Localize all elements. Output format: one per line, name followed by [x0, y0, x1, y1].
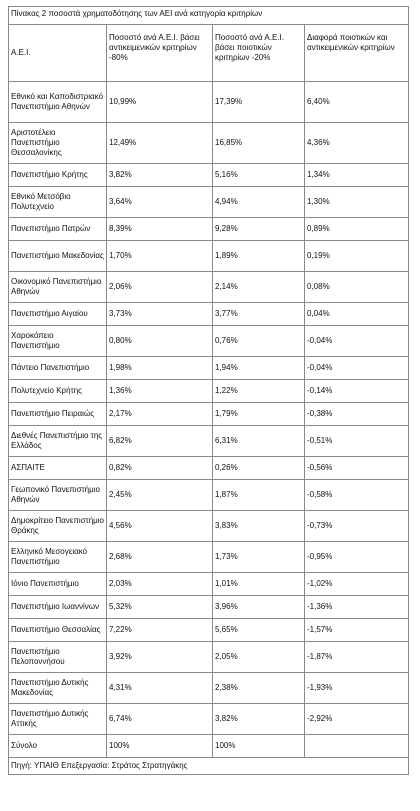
objective-cell: 8,39%: [107, 218, 213, 241]
quality-cell: 3,82%: [213, 704, 305, 735]
difference-cell: -0,95%: [305, 542, 409, 573]
objective-cell: 4,56%: [107, 511, 213, 542]
table-caption: Πίνακας 2 ποσοστά χρηματοδότησης των ΑΕΙ ανά κατηγορία κριτηρίων: [9, 7, 409, 25]
institution-cell: Πανεπιστήμιο Μακεδονίας: [9, 241, 107, 272]
quality-cell: 3,96%: [213, 596, 305, 619]
difference-cell: 1,34%: [305, 164, 409, 187]
objective-cell: 3,82%: [107, 164, 213, 187]
header-row: [9, 25, 409, 82]
table-row: [9, 542, 409, 573]
header-institution: Α.Ε.Ι.: [9, 25, 107, 82]
total-row: [9, 735, 409, 758]
difference-cell: 4,36%: [305, 123, 409, 164]
objective-cell: 2,45%: [107, 480, 213, 511]
institution-cell: Πανεπιστήμιο Δυτικής Μακεδονίας: [9, 673, 107, 704]
difference-cell: -1,57%: [305, 619, 409, 642]
document: [8, 6, 408, 775]
table-row: [9, 82, 409, 123]
difference-cell: -0,04%: [305, 357, 409, 380]
table-row: [9, 187, 409, 218]
table-row: [9, 357, 409, 380]
table-row: [9, 573, 409, 596]
institution-cell: Εθνικό Μετσόβιο Πολυτεχνείο: [9, 187, 107, 218]
table-row: [9, 272, 409, 303]
objective-cell: 10,99%: [107, 82, 213, 123]
difference-cell: -0,04%: [305, 326, 409, 357]
quality-cell: 1,22%: [213, 380, 305, 403]
quality-cell: 1,87%: [213, 480, 305, 511]
institution-cell: Ιόνιο Πανεπιστήμιο: [9, 573, 107, 596]
table-row: [9, 642, 409, 673]
table-row: [9, 303, 409, 326]
institution-cell: Πανεπιστήμιο Πελοποννήσου: [9, 642, 107, 673]
quality-cell: 5,16%: [213, 164, 305, 187]
difference-cell: -0,14%: [305, 380, 409, 403]
quality-cell: 1,89%: [213, 241, 305, 272]
institution-cell: Πανεπιστήμιο Αιγαίου: [9, 303, 107, 326]
difference-cell: -0,51%: [305, 426, 409, 457]
total-quality: 100%: [213, 735, 305, 758]
header-quality-criteria: Ποσοστό ανά Α.Ε.Ι. βάσει ποιοτικών κριτηρίων -20%: [213, 25, 305, 82]
institution-cell: Διεθνές Πανεπιστήμιο της Ελλάδος: [9, 426, 107, 457]
total-label: Σύνολο: [9, 735, 107, 758]
source-row: [9, 758, 409, 775]
quality-cell: 6,31%: [213, 426, 305, 457]
quality-cell: 2,14%: [213, 272, 305, 303]
institution-cell: Δημοκρίτειο Πανεπιστήμιο Θράκης: [9, 511, 107, 542]
table-row: [9, 123, 409, 164]
institution-cell: Αριστοτέλειο Πανεπιστήμιο Θεσσαλονίκης: [9, 123, 107, 164]
quality-cell: 2,05%: [213, 642, 305, 673]
table-row: [9, 511, 409, 542]
difference-cell: 6,40%: [305, 82, 409, 123]
objective-cell: 1,70%: [107, 241, 213, 272]
table-row: [9, 164, 409, 187]
quality-cell: 0,76%: [213, 326, 305, 357]
difference-cell: 0,08%: [305, 272, 409, 303]
institution-cell: Ελληνικό Μεσογειακό Πανεπιστήμιο: [9, 542, 107, 573]
institution-cell: Πανεπιστήμιο Πειραιώς: [9, 403, 107, 426]
quality-cell: 1,94%: [213, 357, 305, 380]
difference-cell: 1,30%: [305, 187, 409, 218]
difference-cell: -0,38%: [305, 403, 409, 426]
quality-cell: 17,39%: [213, 82, 305, 123]
quality-cell: 0,26%: [213, 457, 305, 480]
quality-cell: 2,38%: [213, 673, 305, 704]
table-row: [9, 596, 409, 619]
header-difference: Διαφορά ποιοτικών και αντικειμενικών κριτηρίων: [305, 25, 409, 82]
difference-cell: 0,89%: [305, 218, 409, 241]
institution-cell: Πάντειο Πανεπιστήμιο: [9, 357, 107, 380]
table-row: [9, 403, 409, 426]
table-row: [9, 326, 409, 357]
difference-cell: -2,92%: [305, 704, 409, 735]
difference-cell: 0,04%: [305, 303, 409, 326]
objective-cell: 2,03%: [107, 573, 213, 596]
table-row: [9, 704, 409, 735]
institution-cell: Πανεπιστήμιο Ιωαννίνων: [9, 596, 107, 619]
quality-cell: 9,28%: [213, 218, 305, 241]
institution-cell: Οικονομικό Πανεπιστήμιο Αθηνών: [9, 272, 107, 303]
difference-cell: -0,56%: [305, 457, 409, 480]
objective-cell: 6,74%: [107, 704, 213, 735]
difference-cell: -0,73%: [305, 511, 409, 542]
table-row: [9, 218, 409, 241]
objective-cell: 2,17%: [107, 403, 213, 426]
table-row: [9, 457, 409, 480]
objective-cell: 3,92%: [107, 642, 213, 673]
difference-cell: -1,02%: [305, 573, 409, 596]
objective-cell: 0,82%: [107, 457, 213, 480]
objective-cell: 3,73%: [107, 303, 213, 326]
funding-table: [8, 6, 409, 775]
table-row: [9, 673, 409, 704]
institution-cell: Χαροκόπειο Πανεπιστήμιο: [9, 326, 107, 357]
institution-cell: Πανεπιστήμιο Δυτικής Αττικής: [9, 704, 107, 735]
objective-cell: 3,64%: [107, 187, 213, 218]
institution-cell: ΑΣΠΑΙΤΕ: [9, 457, 107, 480]
quality-cell: 16,85%: [213, 123, 305, 164]
quality-cell: 1,79%: [213, 403, 305, 426]
difference-cell: -1,36%: [305, 596, 409, 619]
table-row: [9, 619, 409, 642]
table-source: Πηγή: ΥΠΑΙΘ Επεξεργασία: Στράτος Στρατηγάκης: [9, 758, 409, 775]
table-row: [9, 380, 409, 403]
objective-cell: 0,80%: [107, 326, 213, 357]
total-objective: 100%: [107, 735, 213, 758]
objective-cell: 2,68%: [107, 542, 213, 573]
quality-cell: 5,65%: [213, 619, 305, 642]
table-row: [9, 480, 409, 511]
institution-cell: Πανεπιστήμιο Θεσσαλίας: [9, 619, 107, 642]
quality-cell: 4,94%: [213, 187, 305, 218]
institution-cell: Πανεπιστήμιο Κρήτης: [9, 164, 107, 187]
institution-cell: Πανεπιστήμιο Πατρών: [9, 218, 107, 241]
objective-cell: 6,82%: [107, 426, 213, 457]
objective-cell: 4,31%: [107, 673, 213, 704]
objective-cell: 1,98%: [107, 357, 213, 380]
institution-cell: Πολυτεχνείο Κρήτης: [9, 380, 107, 403]
objective-cell: 2,06%: [107, 272, 213, 303]
institution-cell: Γεωπονικό Πανεπιστήμιο Αθηνών: [9, 480, 107, 511]
quality-cell: 1,73%: [213, 542, 305, 573]
objective-cell: 1,36%: [107, 380, 213, 403]
quality-cell: 3,77%: [213, 303, 305, 326]
table-row: [9, 241, 409, 272]
objective-cell: 5,32%: [107, 596, 213, 619]
difference-cell: 0,19%: [305, 241, 409, 272]
caption-row: [9, 7, 409, 25]
quality-cell: 1,01%: [213, 573, 305, 596]
objective-cell: 7,22%: [107, 619, 213, 642]
difference-cell: -0,58%: [305, 480, 409, 511]
total-difference: [305, 735, 409, 758]
objective-cell: 12,49%: [107, 123, 213, 164]
quality-cell: 3,83%: [213, 511, 305, 542]
difference-cell: -1,87%: [305, 642, 409, 673]
table-row: [9, 426, 409, 457]
difference-cell: -1,93%: [305, 673, 409, 704]
header-objective-criteria: Ποσοστό ανά Α.Ε.Ι. βάσει αντικειμενικών κριτηρίων -80%: [107, 25, 213, 82]
institution-cell: Εθνικό και Καποδιστριακό Πανεπιστήμιο Αθηνών: [9, 82, 107, 123]
